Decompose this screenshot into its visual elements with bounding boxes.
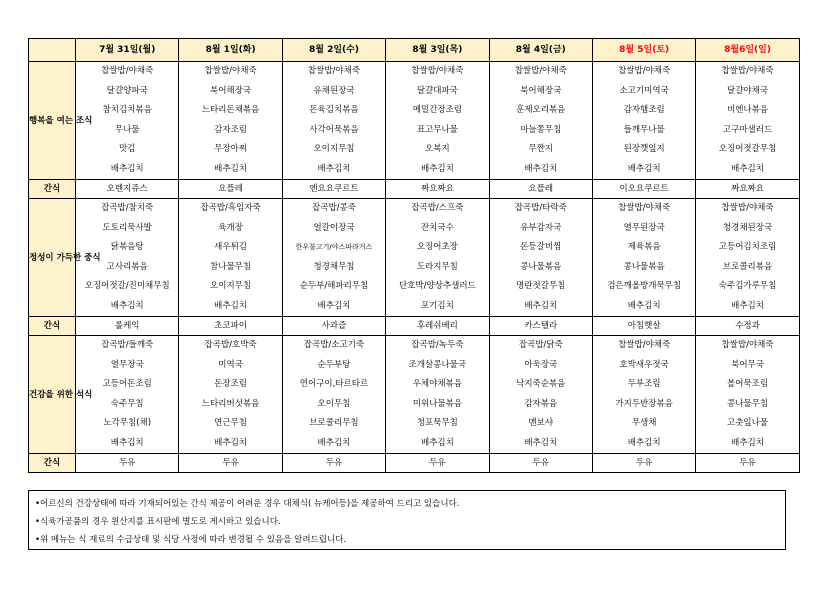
snack-row — [29, 180, 800, 199]
menu-cell — [696, 62, 799, 180]
snack-cell: 두유 — [386, 454, 489, 473]
dinner-row — [29, 336, 800, 454]
snack-cell: 두유 — [489, 454, 592, 473]
snack-cell: 짜요짜요 — [696, 180, 799, 199]
menu-item: 배추김치 — [731, 437, 764, 448]
menu-item: 멘보샤 — [528, 418, 554, 428]
menu-item: 오징어젓갈무침 — [718, 144, 777, 154]
menu-item: 한우불고기/야스파라거스 — [295, 243, 373, 251]
menu-item: 숙주김가루무침 — [718, 281, 777, 291]
snack-cell: 엔요요쿠르트 — [282, 180, 385, 199]
menu-item: 볼어묵조림 — [727, 379, 769, 389]
snack-cell: 카스텔라 — [489, 317, 592, 336]
menu-item: 맛김 — [118, 144, 136, 154]
menu-item: 잡곡밥/콩죽 — [312, 203, 356, 213]
menu-item: 달걀양파국 — [106, 85, 148, 96]
menu-item: 비엔나볶음 — [727, 105, 769, 115]
menu-item: 오복지 — [425, 144, 450, 154]
menu-item: 배추김치 — [317, 300, 351, 311]
menu-item: 찹쌀밥/야채죽 — [618, 203, 671, 213]
menu-item: 무짠지 — [528, 144, 554, 154]
header-row — [29, 39, 800, 62]
snack-cell: 두유 — [282, 454, 385, 473]
menu-item: 가지두반장볶음 — [615, 398, 673, 409]
menu-item: 콩나물볶음 — [520, 261, 562, 272]
menu-item: 우체야채볶음 — [412, 379, 462, 389]
menu-item: 잡곡밥/타락죽 — [514, 203, 567, 213]
menu-item: 고등어돈조림 — [102, 379, 152, 389]
menu-item: 청포묵무침 — [416, 418, 458, 428]
menu-item: 브로콜리무침 — [309, 418, 359, 428]
snack-cell: 사과즙 — [282, 317, 385, 336]
menu-item: 무장아찌 — [214, 144, 248, 154]
menu-item: 감자조림 — [214, 124, 248, 135]
menu-item: 찹쌀밥/야채죽 — [721, 203, 774, 213]
snack-cell: 두유 — [179, 454, 282, 473]
snack-cell: 롤케익 — [76, 317, 179, 336]
menu-item: 명란젓갈무침 — [516, 281, 566, 291]
menu-item: 콩나물볶음 — [623, 261, 665, 272]
menu-item: 고춧잎나물 — [727, 418, 769, 428]
menu-item: 소고기미역국 — [619, 85, 669, 96]
menu-item: 검은깨올방개묵무침 — [607, 281, 682, 291]
day-header: 8월 3일(목) — [386, 39, 489, 62]
menu-cell — [592, 336, 695, 454]
menu-item: 돈육김치볶음 — [309, 105, 359, 115]
note-line: •식육가공품의 경우 원산지를 표시판에 별도로 게시하고 있습니다. — [35, 517, 281, 527]
snack-cell: 초코파이 — [179, 317, 282, 336]
menu-item: 찹쌀밥/야채죽 — [721, 340, 774, 350]
lunch-row — [29, 199, 800, 317]
menu-item: 배추김치 — [214, 300, 248, 311]
menu-item: 잡곡밥/녹두죽 — [411, 340, 464, 350]
menu-item: 들깨무나물 — [623, 124, 665, 135]
menu-item: 배추김치 — [420, 163, 454, 174]
notes-box — [28, 490, 786, 550]
note-line: •위 메뉴는 식 재료의 수급상태 및 식당 사정에 따라 변경될 수 있음을 알려드립니다. — [35, 535, 347, 545]
menu-item: 도토리묵사발 — [102, 222, 152, 233]
snack-cell: 짜요짜요 — [386, 180, 489, 199]
menu-item: 찹쌀밥/야채죽 — [204, 66, 257, 76]
menu-cell — [592, 199, 695, 317]
menu-item: 감자햄조림 — [623, 105, 665, 115]
menu-item: 브로콜리볶음 — [722, 261, 773, 272]
snack-cell: 두유 — [696, 454, 799, 473]
menu-item: 배추김치 — [420, 437, 454, 448]
menu-item: 배추김치 — [317, 437, 351, 448]
menu-item: 미위나물볶음 — [412, 398, 462, 409]
menu-item: 돈장조림 — [214, 379, 248, 389]
menu-cell — [386, 336, 489, 454]
day-header: 8월 2일(수) — [282, 39, 385, 62]
menu-item: 배추김치 — [524, 163, 558, 174]
menu-item: 돈등갈비찜 — [520, 242, 562, 252]
snack-cell: 아침햇살 — [592, 317, 695, 336]
menu-item: 찹쌀밥/야채죽 — [307, 66, 361, 76]
menu-item: 도라지무침 — [416, 261, 458, 272]
menu-item: 노각무침(채) — [103, 418, 152, 428]
menu-item: 아욱장국 — [524, 359, 558, 370]
snack-cell: 이오요쿠르트 — [592, 180, 695, 199]
menu-item: 조개살콩나물국 — [408, 359, 467, 370]
menu-item: 잡곡밥/소고기죽 — [303, 340, 365, 350]
menu-cell — [592, 62, 695, 180]
menu-item: 얼갈이장국 — [313, 222, 355, 233]
menu-cell — [179, 199, 282, 317]
menu-cell — [696, 199, 799, 317]
menu-cell — [282, 199, 385, 317]
snack-row — [29, 317, 800, 336]
menu-item: 잡곡밥/들깨죽 — [101, 340, 154, 350]
menu-item: 찹쌀밥/야채죽 — [618, 66, 671, 76]
snack-cell: 요플레 — [489, 180, 592, 199]
menu-item: 호박새우젓국 — [619, 359, 669, 370]
menu-item: 숙주무침 — [110, 398, 144, 409]
menu-item: 배추김치 — [214, 437, 248, 448]
menu-item: 연근무침 — [214, 418, 248, 428]
menu-item: 마늘쫑무침 — [520, 124, 562, 135]
menu-cell — [489, 336, 592, 454]
menu-cell — [282, 336, 385, 454]
menu-item: 찹쌀밥/야채죽 — [411, 66, 464, 76]
menu-item: 무생채 — [631, 418, 657, 428]
menu-item: 찹쌀밥/야채죽 — [101, 66, 154, 76]
menu-item: 찹쌀밥/야채죽 — [618, 340, 671, 350]
day-header-weekend: 8월 5일(토) — [592, 39, 695, 62]
menu-item: 북어무국 — [731, 359, 764, 370]
menu-item: 북어해장국 — [520, 85, 562, 96]
snack-cell: 수정과 — [696, 317, 799, 336]
menu-item: 참나물무침 — [210, 261, 252, 272]
menu-item: 배추김치 — [731, 163, 764, 174]
corner-cell — [29, 39, 76, 62]
menu-item: 육개장 — [218, 222, 243, 233]
menu-item: 연어구이,타르타르 — [299, 379, 369, 389]
menu-item: 포기김치 — [420, 300, 454, 311]
menu-item: 배추김치 — [317, 163, 351, 174]
weekly-menu-table — [28, 38, 800, 473]
menu-item: 순두부/해파리무침 — [299, 281, 369, 291]
menu-item: 메밀간장조림 — [412, 105, 462, 115]
menu-item: 열무장국 — [110, 359, 144, 370]
menu-cell — [386, 62, 489, 180]
menu-item: 미역국 — [218, 359, 243, 370]
menu-item: 오이무침 — [317, 398, 351, 409]
snack-cell: 오렌지쥬스 — [76, 180, 179, 199]
menu-item: 표고무나물 — [416, 124, 458, 135]
menu-item: 잡곡밥/닭죽 — [518, 340, 563, 350]
menu-item: 찹쌀밥/야채죽 — [721, 66, 774, 76]
menu-cell — [179, 336, 282, 454]
menu-item: 열무된장국 — [623, 222, 665, 233]
menu-item: 콩나물무침 — [727, 398, 769, 409]
menu-item: 배추김치 — [214, 163, 248, 174]
menu-item: 느타리돈채볶음 — [201, 105, 260, 115]
day-header-weekend: 8월6일(일) — [696, 39, 799, 62]
menu-item: 배추김치 — [524, 437, 558, 448]
menu-item: 청경채무침 — [313, 261, 355, 272]
menu-item: 참치김치볶음 — [102, 105, 152, 115]
menu-item: 닭볶음탕 — [110, 242, 144, 252]
menu-item: 배추김치 — [627, 437, 661, 448]
day-header: 8월 1일(화) — [179, 39, 282, 62]
dinner-label: 건강을 위한 석식 — [29, 336, 76, 454]
menu-item: 제육볶음 — [627, 242, 661, 252]
menu-item: 잔치국수 — [420, 222, 454, 233]
snack-row — [29, 454, 800, 473]
menu-cell — [696, 336, 799, 454]
menu-item: 느타리버섯볶음 — [201, 398, 260, 409]
menu-item: 잡곡밥/참치죽 — [101, 203, 154, 213]
breakfast-row — [29, 62, 800, 180]
menu-item: 고등어김치조림 — [718, 242, 777, 252]
menu-item: 찹쌀밥/야채죽 — [514, 66, 567, 76]
menu-item: 청경채된장국 — [722, 222, 773, 233]
snack-cell: 요플레 — [179, 180, 282, 199]
menu-item: 유부감자국 — [520, 222, 562, 233]
day-header: 7월 31일(월) — [76, 39, 179, 62]
menu-item: 단호박/양상추샐러드 — [398, 281, 476, 291]
menu-item: 훈제오리볶음 — [516, 105, 566, 115]
menu-item: 잡곡밥/흑임자죽 — [200, 203, 261, 213]
menu-item: 배추김치 — [731, 300, 764, 311]
menu-item: 잡곡밥/스프죽 — [411, 203, 464, 213]
breakfast-label: 행복을 여는 조식 — [29, 62, 76, 180]
lunch-label: 정성이 가득한 중식 — [29, 199, 76, 317]
menu-item: 감자볶음 — [524, 398, 558, 409]
note-line: •어르신의 건강상태에 따라 기재되어있는 간식 제공이 어려운 경우 대체식( 뉴케어등)을 제공하여 드리고 있습니다. — [35, 499, 460, 509]
menu-item: 유채된장국 — [313, 85, 355, 96]
menu-item: 두부조림 — [627, 379, 661, 389]
menu-item: 사각어묵볶음 — [309, 124, 359, 135]
menu-item: 오이지무침 — [313, 144, 355, 154]
snack-label: 간식 — [29, 317, 76, 336]
menu-item: 배추김치 — [110, 300, 144, 311]
menu-item: 순두부탕 — [317, 359, 351, 370]
snack-cell: 두유 — [76, 454, 179, 473]
menu-item: 달걀대파국 — [416, 85, 458, 96]
menu-item: 배추김치 — [110, 163, 144, 174]
menu-item: 새우튀김 — [214, 242, 248, 252]
menu-cell — [489, 199, 592, 317]
menu-item: 고구마샐러드 — [722, 124, 773, 135]
menu-cell — [386, 199, 489, 317]
menu-item: 무나물 — [114, 124, 140, 135]
menu-item: 배추김치 — [627, 163, 661, 174]
snack-label: 간식 — [29, 180, 76, 199]
snack-cell: 두유 — [592, 454, 695, 473]
menu-item: 북어해장국 — [210, 85, 252, 96]
menu-cell — [282, 62, 385, 180]
day-header: 8월 4일(금) — [489, 39, 592, 62]
snack-cell: 후레쉬베리 — [386, 317, 489, 336]
menu-item: 배추김치 — [110, 437, 144, 448]
snack-label: 간식 — [29, 454, 76, 473]
menu-cell — [489, 62, 592, 180]
menu-item: 배추김치 — [524, 300, 558, 311]
menu-item: 오징어젓갈/진미채무침 — [84, 281, 170, 291]
menu-item: 배추김치 — [627, 300, 661, 311]
menu-item: 오이지무침 — [210, 281, 252, 291]
menu-item: 달걀야채국 — [727, 85, 769, 96]
menu-item: 낙지죽순볶음 — [516, 379, 566, 389]
menu-cell — [179, 62, 282, 180]
menu-item: 고사리볶음 — [106, 261, 148, 272]
menu-item: 된장깻잎지 — [623, 144, 665, 154]
menu-item: 잡곡밥/호박죽 — [204, 340, 257, 350]
menu-item: 오징어초장 — [416, 242, 458, 252]
